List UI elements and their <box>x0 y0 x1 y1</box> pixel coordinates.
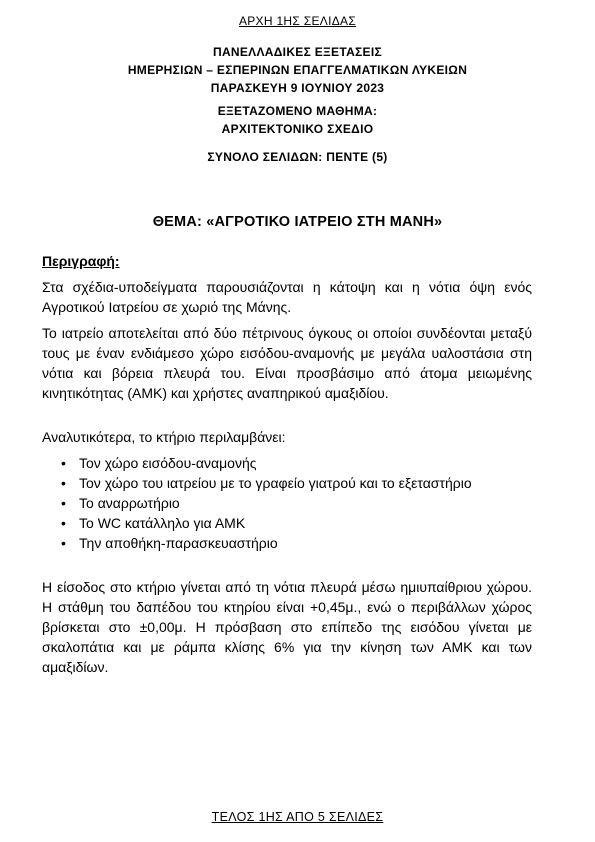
page-start-label: ΑΡΧΗ 1ΗΣ ΣΕΛΙΔΑΣ <box>238 14 357 28</box>
rooms-list <box>42 453 532 553</box>
bullet-icon: • <box>61 495 66 511</box>
paragraph-building: Το ιατρείο αποτελείται από δύο πέτρινους όγκους οι οποίοι συνδέονται μεταξύ τους με έναν ενδιάμεσο χώρο εισόδου-αναμονής με μεγάλα υαλοστάσια στη νότια και βόρεια πλευρά του. Είναι προσβάσιμο από άτομα μειωμένης κινητικότητας (ΑΜΚ) και χρήστες αναπηρικού αμαξιδίου. <box>42 325 532 401</box>
exam-title-line1: ΠΑΝΕΛΛΑΔΙΚΕΣ ΕΞΕΤΑΣΕΙΣ <box>212 45 383 59</box>
list-item: • Τον χώρο του ιατρείου με το γραφείο γιατρού και το εξεταστήριο <box>61 475 472 491</box>
page-end-label: ΤΕΛΟΣ 1ΗΣ ΑΠΟ 5 ΣΕΛΙΔΕΣ <box>211 810 384 824</box>
exam-date: ΠΑΡΑΣΚΕΥΗ 9 ΙΟΥΝΙΟΥ 2023 <box>210 81 385 95</box>
paragraph-includes: Αναλυτικότερα, το κτήριο περιλαμβάνει: <box>42 429 286 445</box>
paragraph-intro: Στα σχέδια-υποδείγματα παρουσιάζονται η κάτοψη και η νότια όψη ενός Αγροτικού Ιατρείου σε χωριό της Μάνης. <box>42 279 532 315</box>
bullet-icon: • <box>61 475 66 491</box>
total-pages: ΣΥΝΟΛΟ ΣΕΛΙΔΩΝ: ΠΕΝΤΕ (5) <box>207 150 388 164</box>
list-item: • Τον χώρο εισόδου-αναμονής <box>61 455 257 471</box>
exam-title-line2: ΗΜΕΡΗΣΙΩΝ – ΕΣΠΕΡΙΝΩΝ ΕΠΑΓΓΕΛΜΑΤΙΚΩΝ ΛΥΚΕΙΩΝ <box>127 63 468 77</box>
list-item: • Το WC κατάλληλο για ΑΜΚ <box>61 515 246 531</box>
bullet-icon: • <box>61 455 66 471</box>
bullet-icon: • <box>61 535 66 551</box>
subject-label: ΕΞΕΤΑΖΟΜΕΝΟ ΜΑΘΗΜΑ: <box>217 104 378 118</box>
bullet-icon: • <box>61 515 66 531</box>
paragraph-entrance: Η είσοδος στο κτήριο γίνεται από τη νότια πλευρά μέσω ημιυπαίθριου χώρου. Η στάθμη του δαπέδου του κτηρίου είναι +0,45μ., ενώ ο περιβάλλων χώρος βρίσκεται στο ±0,00μ. Η πρόσβαση στο επίπεδο της εισόδου γίνεται με σκαλοπάτια και με ράμπα κλίσης 6% για την κίνηση των ΑΜΚ και των αμαξιδίων. <box>42 579 532 675</box>
description-heading: Περιγραφή: <box>42 253 120 269</box>
subject-name: ΑΡΧΙΤΕΚΤΟΝΙΚΟ ΣΧΕΔΙΟ <box>221 122 374 136</box>
list-item: • Το αναρρωτήριο <box>61 495 180 511</box>
list-item: • Την αποθήκη-παρασκευαστήριο <box>61 535 278 551</box>
theme-title: ΘΕΜΑ: «ΑΓΡΟΤΙΚΟ ΙΑΤΡΕΙΟ ΣΤΗ ΜΑΝΗ» <box>152 214 443 230</box>
